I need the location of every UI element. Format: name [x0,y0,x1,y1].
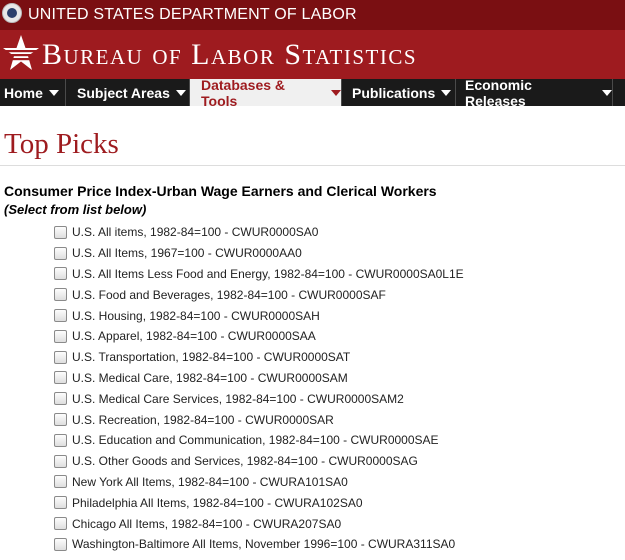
page-title: Top Picks [4,128,119,160]
series-label[interactable]: New York All Items, 1982-84=100 - CWURA101SA0 [72,474,348,489]
series-checkbox[interactable] [54,351,67,364]
series-label[interactable]: U.S. Other Goods and Services, 1982-84=100 - CWUR0000SAG [72,454,418,469]
series-label[interactable]: U.S. Education and Communication, 1982-84=100 - CWUR0000SAE [72,433,439,448]
caret-down-icon [602,90,612,96]
series-label[interactable]: U.S. Housing, 1982-84=100 - CWUR0000SAH [72,308,320,323]
nav-economic-releases[interactable] [456,76,613,109]
dol-link[interactable]: UNITED STATES DEPARTMENT OF LABOR [28,6,357,23]
series-item [54,243,464,264]
series-item [54,368,464,389]
series-checkbox[interactable] [54,496,67,509]
series-item [54,472,464,493]
series-item [54,409,464,430]
nav-subject-areas-label: Subject Areas [77,84,170,101]
series-item [54,222,464,243]
bls-star-icon[interactable] [2,33,40,73]
series-label[interactable]: U.S. Medical Care, 1982-84=100 - CWUR0000SAM [72,370,348,385]
caret-down-icon [441,90,451,96]
series-item [54,347,464,368]
nav-economic-releases-label: Economic Releases [465,76,532,109]
divider [0,165,625,166]
series-label[interactable]: U.S. All items, 1982-84=100 - CWUR0000SA0 [72,225,319,240]
bls-title[interactable]: Bureau of Labor Statistics [42,38,418,71]
series-label[interactable]: U.S. Food and Beverages, 1982-84=100 - CWUR0000SAF [72,287,386,302]
series-item [54,388,464,409]
series-item [54,451,464,472]
series-item [54,430,464,451]
series-item [54,305,464,326]
bls-header [0,30,625,79]
series-label[interactable]: U.S. All Items, 1967=100 - CWUR0000AA0 [72,246,302,261]
dol-header [0,0,625,30]
series-list [54,222,464,555]
nav-databases-tools-label: Databases & Tools [201,76,286,109]
series-item [54,513,464,534]
main-nav [0,76,625,109]
series-label[interactable]: Chicago All Items, 1982-84=100 - CWURA207SA0 [72,516,342,531]
series-checkbox[interactable] [54,434,67,447]
dol-seal-icon[interactable] [2,3,22,23]
series-item [54,492,464,513]
series-label[interactable]: U.S. Apparel, 1982-84=100 - CWUR0000SAA [72,329,316,344]
caret-down-icon [331,90,341,96]
series-checkbox[interactable] [54,247,67,260]
series-item [54,534,464,555]
nav-home-label: Home [4,84,43,101]
series-checkbox[interactable] [54,371,67,384]
series-item [54,264,464,285]
caret-down-icon [176,90,186,96]
series-checkbox[interactable] [54,330,67,343]
series-checkbox[interactable] [54,309,67,322]
nav-home[interactable] [0,79,66,106]
series-label[interactable]: U.S. Transportation, 1982-84=100 - CWUR0000SAT [72,350,351,365]
series-label[interactable]: U.S. All Items Less Food and Energy, 1982-84=100 - CWUR0000SA0L1E [72,266,464,281]
series-checkbox[interactable] [54,267,67,280]
series-checkbox[interactable] [54,288,67,301]
series-checkbox[interactable] [54,475,67,488]
series-label[interactable]: Philadelphia All Items, 1982-84=100 - CWURA102SA0 [72,495,363,510]
series-checkbox[interactable] [54,413,67,426]
nav-publications[interactable] [342,79,456,106]
caret-down-icon [49,90,59,96]
series-item [54,284,464,305]
section-heading: Consumer Price Index-Urban Wage Earners and Clerical Workers [4,183,437,199]
series-checkbox[interactable] [54,392,67,405]
series-checkbox[interactable] [54,455,67,468]
series-label[interactable]: U.S. Medical Care Services, 1982-84=100 - CWUR0000SAM2 [72,391,404,406]
nav-databases-tools[interactable] [190,76,342,109]
series-checkbox[interactable] [54,517,67,530]
series-checkbox[interactable] [54,538,67,551]
series-item [54,326,464,347]
nav-subject-areas[interactable] [66,79,190,106]
series-checkbox[interactable] [54,226,67,239]
series-label[interactable]: Washington-Baltimore All Items, November 1996=100 - CWURA311SA0 [72,537,456,552]
nav-publications-label: Publications [352,84,436,101]
section-subheading: (Select from list below) [4,202,147,217]
series-label[interactable]: U.S. Recreation, 1982-84=100 - CWUR0000SAR [72,412,334,427]
